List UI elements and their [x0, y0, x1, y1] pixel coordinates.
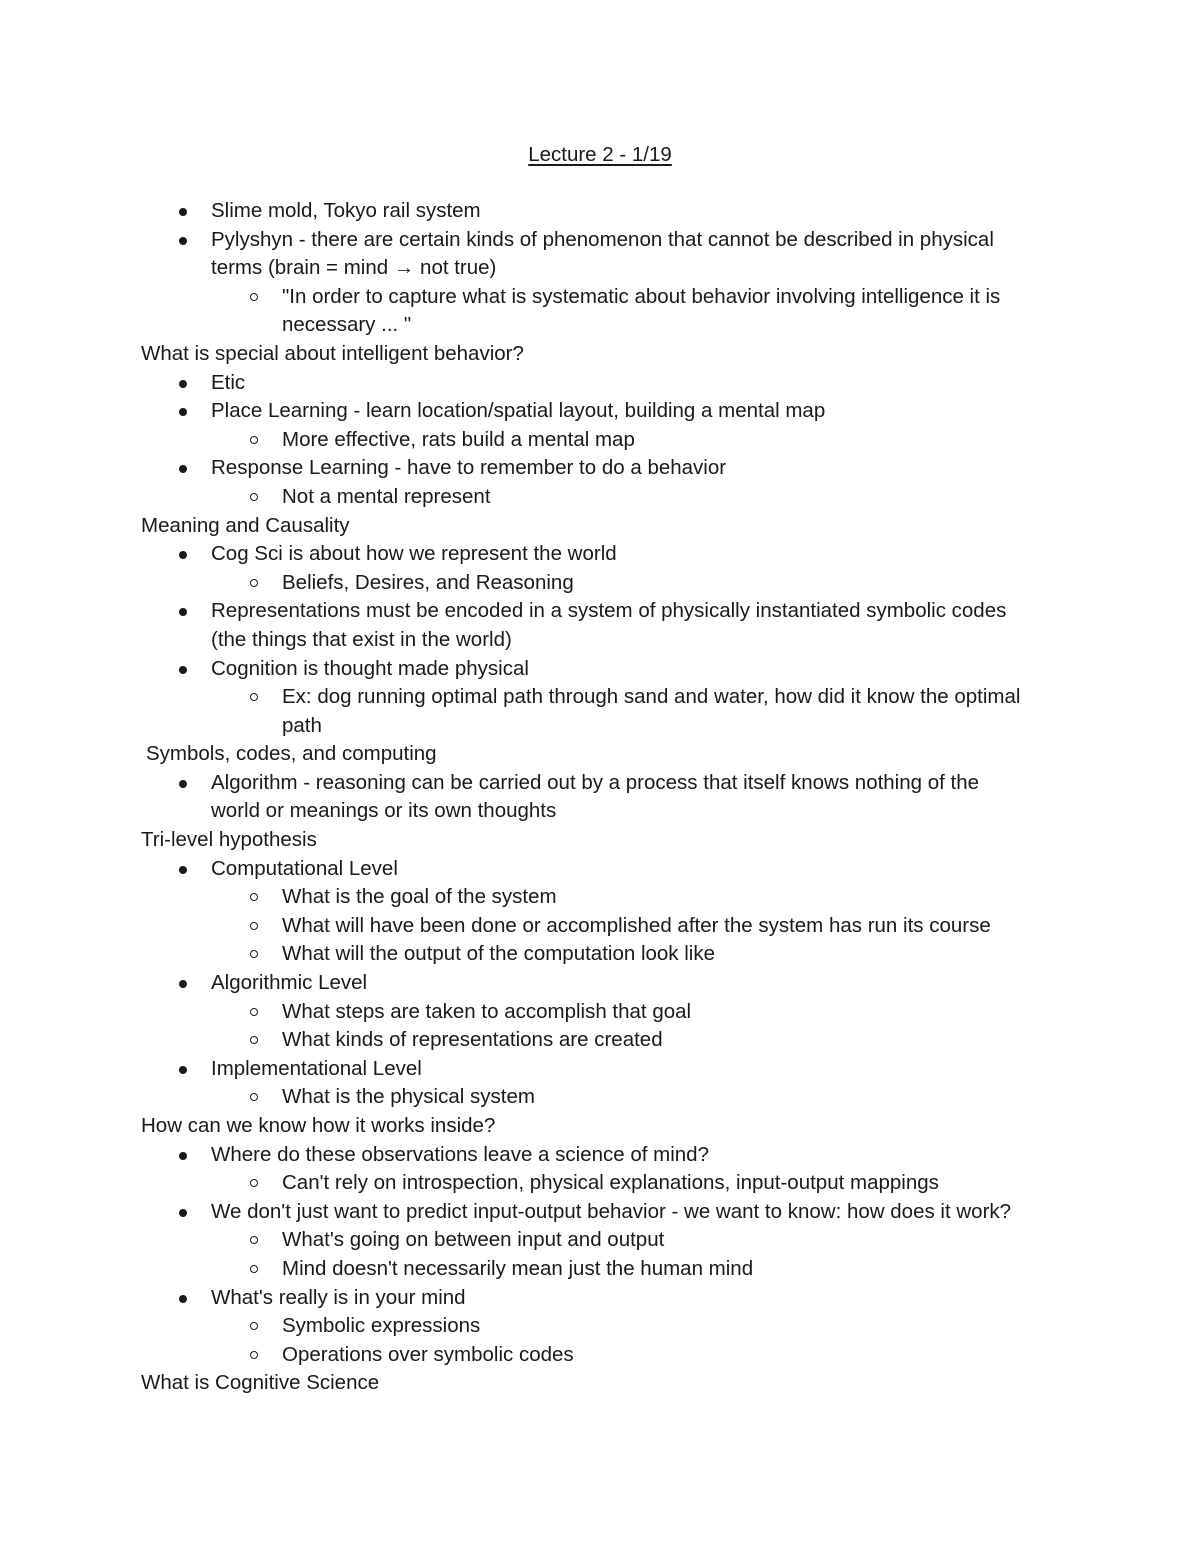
line-text: Cog Sci is about how we represent the world — [211, 542, 617, 566]
line-text: What will have been done or accomplished after the system has run its course — [282, 913, 991, 937]
list-item — [141, 1198, 1071, 1227]
list-item — [141, 1341, 1071, 1370]
list-item — [141, 1312, 1071, 1341]
list-item — [141, 369, 1071, 398]
line-text: What is the physical system — [282, 1085, 535, 1109]
list-item — [141, 655, 1071, 684]
list-item — [141, 597, 1071, 626]
line-text: Response Learning - have to remember to do a behavior — [211, 456, 727, 480]
list-item-continuation — [141, 797, 1071, 826]
line-text: Implementational Level — [211, 1056, 422, 1080]
list-item — [141, 483, 1071, 512]
line-text: Operations over symbolic codes — [282, 1342, 574, 1366]
notes-body — [141, 197, 1071, 1398]
line-text: Slime mold, Tokyo rail system — [211, 199, 481, 222]
list-item — [141, 940, 1071, 969]
line-text: Pylyshyn - there are certain kinds of phenomenon that cannot be described in physical — [211, 227, 994, 251]
line-text: Place Learning - learn location/spatial layout, building a mental map — [211, 399, 826, 423]
line-text: Etic — [211, 370, 246, 394]
hollow-bullet-icon — [250, 1036, 258, 1044]
line-text: Meaning and Causality — [141, 513, 350, 537]
line-text: (the things that exist in the world) — [211, 627, 512, 651]
filled-bullet-icon — [179, 1295, 187, 1303]
filled-bullet-icon — [179, 1066, 187, 1074]
line-text: Can't rely on introspection, physical explanations, input-output mappings — [282, 1171, 939, 1195]
line-text: We don't just want to predict input-output behavior - we want to know: how does it work? — [211, 1199, 1012, 1223]
list-item — [141, 197, 1071, 226]
list-item — [141, 1226, 1071, 1255]
filled-bullet-icon — [179, 551, 187, 559]
list-item — [141, 769, 1071, 798]
hollow-bullet-icon — [250, 1351, 258, 1359]
line-text: Where do these observations leave a science of mind? — [211, 1142, 709, 1166]
filled-bullet-icon — [179, 465, 187, 473]
line-text: Mind doesn't necessarily mean just the human mind — [282, 1256, 754, 1280]
hollow-bullet-icon — [250, 1008, 258, 1016]
filled-bullet-icon — [179, 780, 187, 788]
hollow-bullet-icon — [250, 436, 258, 444]
line-text: What is Cognitive Science — [141, 1371, 380, 1395]
list-item — [141, 397, 1071, 426]
filled-bullet-icon — [179, 208, 187, 216]
line-text: "In order to capture what is systematic about behavior involving intelligence it is — [282, 284, 1001, 308]
line-text: More effective, rats build a mental map — [282, 427, 635, 451]
list-item — [141, 426, 1071, 455]
hollow-bullet-icon — [250, 1093, 258, 1101]
page-title: Lecture 2 - 1/19 — [528, 143, 672, 166]
line-text: Cognition is thought made physical — [211, 656, 529, 680]
hollow-bullet-icon — [250, 1322, 258, 1330]
hollow-bullet-icon — [250, 493, 258, 501]
hollow-bullet-icon — [250, 893, 258, 901]
list-item — [141, 1055, 1071, 1084]
list-item — [141, 683, 1071, 712]
filled-bullet-icon — [179, 1152, 187, 1160]
list-item-continuation — [141, 254, 1071, 283]
hollow-bullet-icon — [250, 922, 258, 930]
filled-bullet-icon — [179, 380, 187, 388]
list-item — [141, 1169, 1071, 1198]
section-heading — [141, 740, 1071, 769]
line-text: What steps are taken to accomplish that goal — [282, 999, 692, 1023]
filled-bullet-icon — [179, 666, 187, 674]
list-item — [141, 998, 1071, 1027]
line-text: terms (brain = mind → not true) — [211, 256, 497, 280]
list-item — [141, 912, 1071, 941]
hollow-bullet-icon — [250, 1236, 258, 1244]
hollow-bullet-icon — [250, 1265, 258, 1273]
filled-bullet-icon — [179, 608, 187, 616]
line-text: Algorithmic Level — [211, 971, 368, 995]
list-item — [141, 283, 1071, 312]
list-item — [141, 969, 1071, 998]
list-item — [141, 883, 1071, 912]
line-text: Representations must be encoded in a system of physically instantiated symbolic codes — [211, 599, 1007, 623]
list-item — [141, 1083, 1071, 1112]
line-text: world or meanings or its own thoughts — [211, 799, 557, 823]
hollow-bullet-icon — [250, 579, 258, 587]
section-heading — [141, 512, 1071, 541]
line-text: What is special about intelligent behavior? — [141, 341, 524, 365]
line-text: What's really is in your mind — [211, 1285, 466, 1309]
line-text: Not a mental represent — [282, 484, 491, 508]
line-text: What is the goal of the system — [282, 885, 557, 909]
line-text: necessary ... " — [282, 313, 412, 337]
line-text: Symbols, codes, and computing — [146, 742, 437, 766]
list-item — [141, 569, 1071, 598]
list-item — [141, 540, 1071, 569]
line-text: path — [282, 713, 322, 737]
hollow-bullet-icon — [250, 950, 258, 958]
hollow-bullet-icon — [250, 293, 258, 301]
line-text: Beliefs, Desires, and Reasoning — [282, 570, 574, 594]
line-text: What's going on between input and output — [282, 1228, 665, 1252]
line-text: What kinds of representations are created — [282, 1028, 663, 1052]
line-text: How can we know how it works inside? — [141, 1114, 496, 1137]
list-item — [141, 1284, 1071, 1313]
filled-bullet-icon — [179, 237, 187, 245]
list-item-continuation — [141, 626, 1071, 655]
list-item-continuation — [141, 311, 1071, 340]
list-item-continuation — [141, 712, 1071, 741]
line-text: Symbolic expressions — [282, 1314, 481, 1338]
list-item — [141, 1026, 1071, 1055]
section-heading — [141, 1369, 1071, 1398]
line-text: Ex: dog running optimal path through sand and water, how did it know the optimal — [282, 685, 1021, 709]
filled-bullet-icon — [179, 980, 187, 988]
hollow-bullet-icon — [250, 693, 258, 701]
line-text: Tri-level hypothesis — [141, 828, 317, 852]
list-item — [141, 855, 1071, 884]
filled-bullet-icon — [179, 1209, 187, 1217]
section-heading — [141, 340, 1071, 369]
list-item — [141, 1255, 1071, 1284]
line-text: What will the output of the computation look like — [282, 942, 716, 966]
line-text: Computational Level — [211, 856, 398, 880]
list-item — [141, 454, 1071, 483]
filled-bullet-icon — [179, 408, 187, 416]
hollow-bullet-icon — [250, 1179, 258, 1187]
section-heading — [141, 1112, 1071, 1141]
section-heading — [141, 826, 1071, 855]
list-item — [141, 1141, 1071, 1170]
filled-bullet-icon — [179, 866, 187, 874]
line-text: Algorithm - reasoning can be carried out by a process that itself knows nothing of the — [211, 770, 980, 794]
list-item — [141, 226, 1071, 255]
